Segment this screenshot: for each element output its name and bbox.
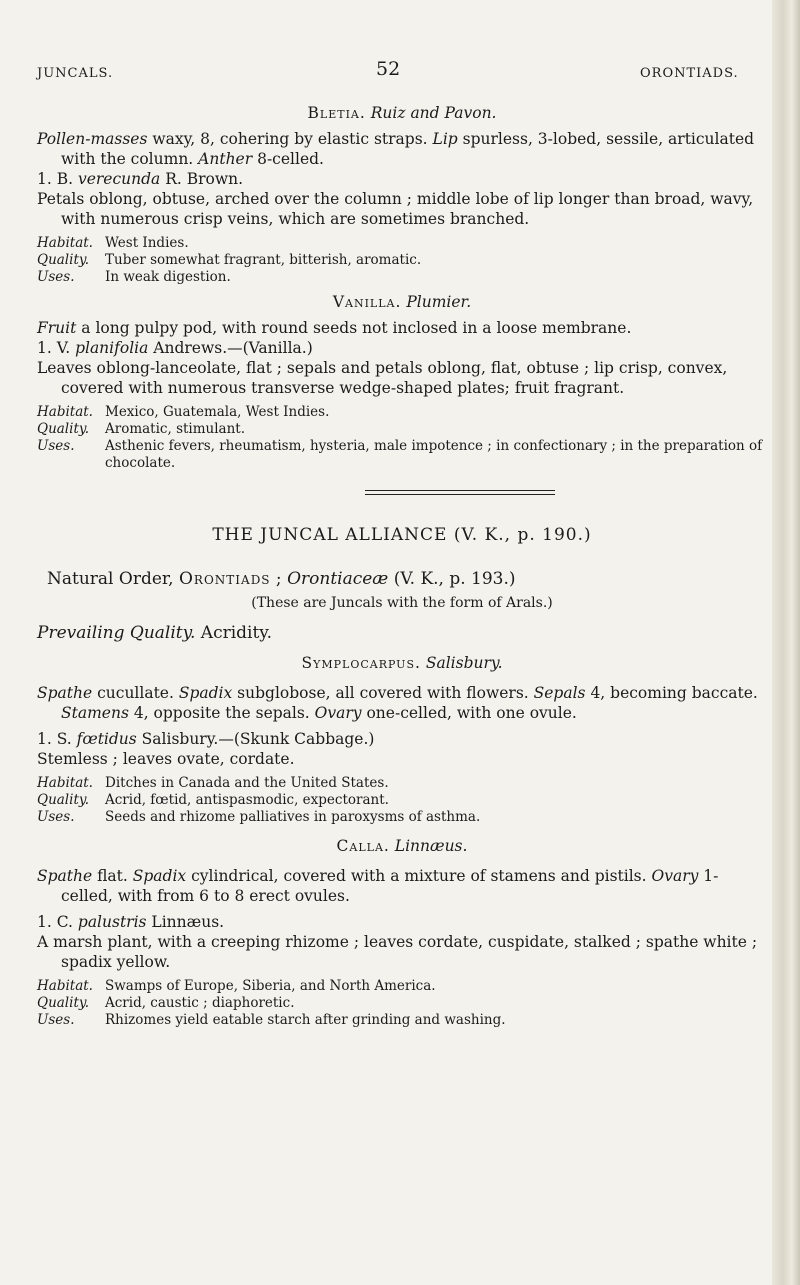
habitat-label: Habitat. — [37, 404, 93, 420]
uses-label: Uses. — [37, 438, 75, 454]
desc-text: cylindrical, covered with a mixture of stamens and pistils. — [186, 867, 652, 885]
desc-text: 4, opposite the sepals. — [128, 704, 315, 722]
prevailing-quality — [37, 623, 767, 643]
order-sep: ; — [270, 569, 288, 589]
genus-description — [37, 318, 767, 338]
running-head-right: ORONTIADS. — [640, 66, 739, 81]
uses-label: Uses. — [37, 269, 75, 285]
species-name: planifolia — [75, 339, 149, 357]
term-lip: Lip — [432, 130, 458, 148]
term-spadix: Spadix — [178, 684, 233, 702]
habitat-text: Swamps of Europe, Siberia, and North America. — [105, 978, 436, 994]
uses-text: Seeds and rhizome palliatives in paroxysms of asthma. — [105, 809, 481, 825]
running-head-left: JUNCALS. — [37, 66, 114, 81]
term-spathe: Spathe — [37, 684, 93, 702]
species-name: verecunda — [77, 170, 161, 188]
uses-text: Asthenic fevers, rheumatism, hysteria, male impotence ; in confectionary ; in the preparation of chocolate. — [105, 438, 763, 471]
divider-line — [365, 494, 555, 495]
order-note: (These are Juncals with the form of Arals.) — [251, 595, 553, 611]
habitat-label: Habitat. — [37, 978, 93, 994]
species-number: 1. B. — [37, 170, 78, 188]
uses-label: Uses. — [37, 1012, 75, 1028]
quality-text: Aromatic, stimulant. — [105, 421, 246, 437]
page-edge-shadow — [772, 0, 800, 1285]
species-author: Linnæus. — [146, 913, 225, 931]
quality-label: Quality. — [37, 995, 89, 1011]
species-heading — [37, 729, 767, 749]
term-anther: Anther — [198, 150, 253, 168]
desc-text: 8-celled. — [252, 150, 324, 168]
species-name: fœtidus — [76, 730, 137, 748]
quality-label: Quality. — [37, 252, 89, 268]
order-ref: (V. K., p. 193.) — [388, 569, 516, 589]
quality-label: Quality. — [37, 792, 89, 808]
genus-description — [37, 683, 767, 723]
species-name: palustris — [77, 913, 147, 931]
desc-text: 4, becoming baccate. — [585, 684, 758, 702]
species-notes — [37, 404, 767, 472]
genus-name: Calla. — [336, 837, 390, 855]
species-description: Leaves oblong-lanceolate, flat ; sepals and petals oblong, flat, obtuse ; lip crisp, convex, covered with numerous transverse wedge-shaped plates; fruit fragrant. — [37, 359, 728, 397]
genus-author: Salisbury. — [425, 654, 503, 672]
quality-text: Acrid, caustic ; diaphoretic. — [105, 995, 295, 1011]
order-name: Orontiads — [178, 569, 271, 589]
term-ovary: Ovary — [651, 867, 699, 885]
species-author: Andrews.—(Vanilla.) — [148, 339, 313, 357]
genus-author: Linnæus. — [394, 837, 468, 855]
natural-order — [37, 567, 767, 591]
term-spathe: Spathe — [37, 867, 93, 885]
order-latin: Orontiaceæ — [287, 569, 389, 589]
prevailing-value: Acridity. — [195, 623, 273, 643]
uses-label: Uses. — [37, 809, 75, 825]
term-sepals: Sepals — [533, 684, 586, 702]
quality-label: Quality. — [37, 421, 89, 437]
species-heading — [37, 338, 767, 358]
term-fruit: Fruit — [37, 319, 77, 337]
genus-heading-calla — [37, 836, 767, 856]
species-description: Stemless ; leaves ovate, cordate. — [37, 750, 295, 768]
species-number: 1. C. — [37, 913, 78, 931]
prevailing-label: Prevailing Quality. — [37, 623, 196, 643]
desc-text: subglobose, all covered with flowers. — [232, 684, 534, 702]
term-pollen: Pollen-masses — [37, 130, 148, 148]
species-notes — [37, 775, 767, 826]
term-stamens: Stamens — [61, 704, 129, 722]
desc-text: flat. — [92, 867, 133, 885]
genus-heading-symplocarpus — [37, 653, 767, 673]
genus-name: Symplocarpus. — [301, 654, 421, 672]
genus-author: Ruiz and Pavon. — [370, 104, 497, 122]
desc-text: spurless, 3-lobed, sessile, articulated with the column. — [61, 130, 755, 168]
habitat-label: Habitat. — [37, 775, 93, 791]
desc-text: one-celled, with one ovule. — [361, 704, 577, 722]
species-number: 1. V. — [37, 339, 76, 357]
species-author: R. Brown. — [160, 170, 244, 188]
genus-description — [37, 129, 767, 169]
habitat-text: Ditches in Canada and the United States. — [105, 775, 389, 791]
alliance-heading: THE JUNCAL ALLIANCE (V. K., p. 190.) — [212, 525, 592, 545]
genus-author: Plumier. — [406, 293, 472, 311]
desc-text: waxy, 8, cohering by elastic straps. — [147, 130, 433, 148]
genus-heading-bletia — [37, 103, 767, 123]
desc-text: cucullate. — [92, 684, 179, 702]
running-head — [0, 58, 800, 88]
species-number: 1. S. — [37, 730, 77, 748]
uses-text: Rhizomes yield eatable starch after grinding and washing. — [105, 1012, 506, 1028]
quality-text: Tuber somewhat fragrant, bitterish, aromatic. — [105, 252, 422, 268]
habitat-text: Mexico, Guatemala, West Indies. — [105, 404, 330, 420]
species-description: A marsh plant, with a creeping rhizome ; leaves cordate, cuspidate, stalked ; spathe white ; spadix yellow. — [37, 933, 758, 971]
species-author: Salisbury.—(Skunk Cabbage.) — [136, 730, 375, 748]
habitat-label: Habitat. — [37, 235, 93, 251]
species-heading — [37, 169, 767, 189]
section-divider — [365, 490, 555, 495]
term-ovary: Ovary — [314, 704, 362, 722]
species-description: Petals oblong, obtuse, arched over the column ; middle lobe of lip longer than broad, wavy, with numerous crisp veins, which are sometimes branched. — [37, 190, 754, 228]
genus-description — [37, 866, 767, 906]
species-notes — [37, 978, 767, 1029]
page-content — [37, 103, 767, 1029]
quality-text: Acrid, fœtid, antispasmodic, expectorant. — [105, 792, 389, 808]
page-number: 52 — [376, 58, 401, 80]
order-prefix: Natural Order, — [47, 569, 179, 589]
term-spadix: Spadix — [132, 867, 187, 885]
habitat-text: West Indies. — [105, 235, 189, 251]
desc-text: 1-celled, with from 6 to 8 erect ovules. — [61, 867, 719, 905]
genus-name: Vanilla. — [332, 293, 402, 311]
uses-text: In weak digestion. — [105, 269, 231, 285]
genus-heading-vanilla — [37, 292, 767, 312]
species-heading — [37, 912, 767, 932]
desc-text: a long pulpy pod, with round seeds not inclosed in a loose membrane. — [76, 319, 632, 337]
species-notes — [37, 235, 767, 286]
divider-line — [365, 490, 555, 491]
genus-name: Bletia. — [307, 104, 366, 122]
